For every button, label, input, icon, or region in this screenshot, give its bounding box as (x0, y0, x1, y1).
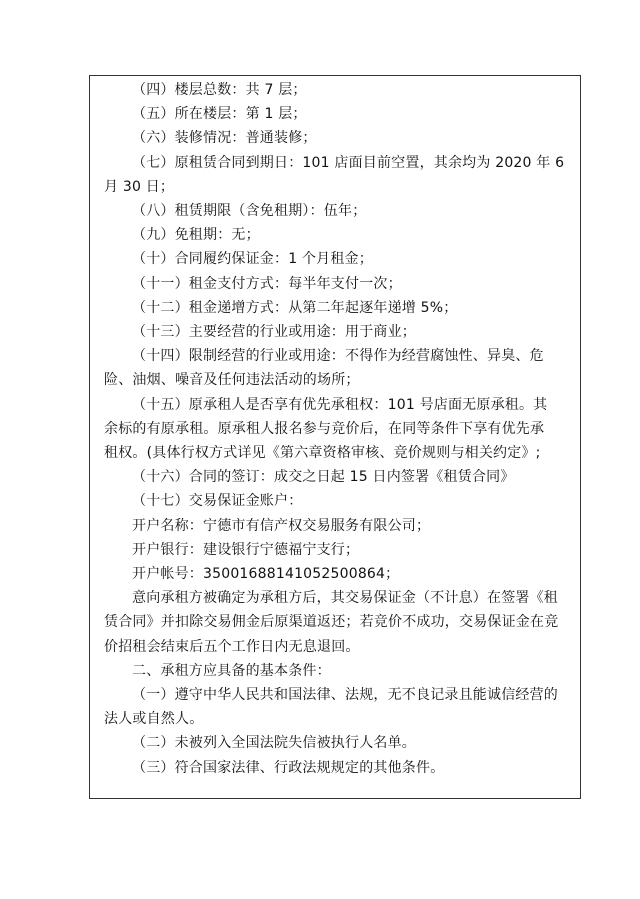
text-line: （十七）交易保证金账户： (132, 493, 303, 510)
text-line: 开户银行：建设银行宁德福宁支行； (132, 541, 360, 558)
text-line: （九）免租期：无； (132, 227, 260, 244)
text-line: 意向承租方被确定为承租方后，其交易保证金（不计息）在签署《租 (132, 590, 558, 607)
text-line: （七）原租赁合同到期日：101 店面目前空置，其余均为 2020 年 6 (132, 154, 565, 171)
text-line: （十二）租金递增方式：从第二年起逐年递增 5%； (132, 299, 458, 316)
text-line: 二、承租方应具备的基本条件： (132, 662, 331, 679)
text-line: （六）装修情况：普通装修； (132, 130, 317, 147)
text-line: （十）合同履约保证金：1 个月租金； (132, 251, 373, 268)
text-line: 赁合同》并扣除交易佣金后原渠道返还；若竞价不成功，交易保证金在竞 (104, 614, 559, 631)
text-line: （十四）限制经营的行业或用途：不得作为经营腐蚀性、异臭、危 (132, 348, 544, 365)
text-line: （四）楼层总数：共 7 层； (132, 82, 307, 98)
text-line: （五）所在楼层：第 1 层； (132, 106, 307, 123)
text-line: （十六）合同的签订：成交之日起 15 日内签署《租赁合同》 (132, 469, 515, 486)
text-line: 开户帐号：35001688141052500864； (132, 566, 400, 583)
text-line: （十五）原承租人是否享有优先承租权：101 号店面无原承租。其 (132, 396, 548, 413)
text-line: 险、油烟、噪音及任何违法活动的场所； (104, 372, 360, 389)
text-line: （三）符合国家法律、行政法规规定的其他条件。 (132, 759, 445, 776)
text-line: （一）遵守中华人民共和国法律、法规，无不良记录且能诚信经营的 (132, 687, 558, 704)
document-table-cell (89, 75, 581, 799)
text-line: 法人或自然人。 (104, 711, 204, 728)
text-line: 月 30 日； (104, 178, 175, 195)
text-line: 余标的有原承租。原承租人报名参与竞价后，在同等条件下享有优先承 (104, 420, 545, 437)
text-line: （八）租赁期限（含免租期）：伍年； (132, 203, 367, 220)
text-line: （十一）租金支付方式：每半年支付一次； (132, 275, 402, 292)
text-line: 价招租会结束后五个工作日内无息退回。 (104, 638, 360, 655)
text-line: （十三）主要经营的行业或用途：用于商业； (132, 324, 416, 341)
text-line: （二）未被列入全国法院失信被执行人名单。 (132, 735, 416, 752)
text-line: 租权。(具体行权方式详见《第六章资格审核、竞价规则与相关约定》; (104, 445, 541, 462)
text-line: 开户名称：宁德市有信产权交易服务有限公司； (132, 517, 431, 534)
